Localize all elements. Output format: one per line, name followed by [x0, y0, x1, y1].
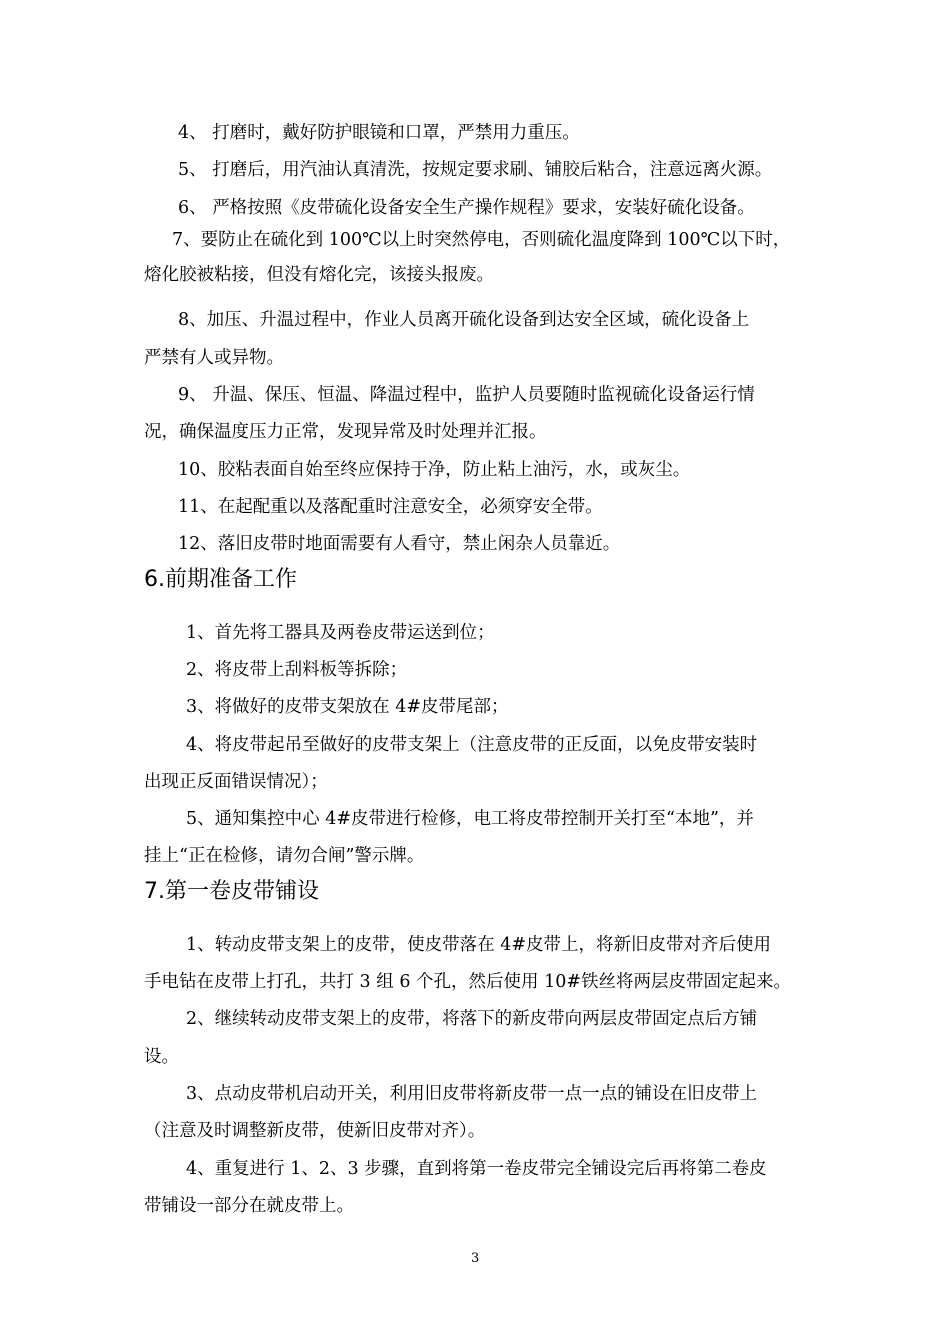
item-line: 6、 严格按照《皮带硫化设备安全生产操作规程》要求，安装好硫化设备。 — [178, 198, 755, 218]
item-line: 带铺设一部分在就皮带上。 — [144, 1196, 354, 1216]
item-line: 8、加压、升温过程中，作业人员离开硫化设备到达安全区域，硫化设备上 — [178, 310, 750, 330]
item-line: 严禁有人或异物。 — [144, 348, 284, 368]
item-line: 4、 打磨时，戴好防护眼镜和口罩，严禁用力重压。 — [178, 123, 580, 143]
item-line: 4、重复进行 1、2、3 步骤，直到将第一卷皮带完全铺设完后再将第二卷皮 — [186, 1159, 767, 1179]
section-heading: 7.第一卷皮带铺设 — [144, 879, 319, 904]
item-line: 设。 — [144, 1047, 179, 1067]
page-number: 3 — [471, 1251, 480, 1266]
item-line: 7、要防止在硫化到 100℃以上时突然停电，否则硫化温度降到 100℃以下时， — [172, 230, 791, 250]
item-line: 5、通知集控中心 4#皮带进行检修，电工将皮带控制开关打至“本地”，并 — [186, 809, 754, 829]
item-line: 3、点动皮带机启动开关，利用旧皮带将新皮带一点一点的铺设在旧皮带上 — [186, 1084, 758, 1104]
item-line: 熔化胶被粘接，但没有熔化完，该接头报废。 — [144, 265, 494, 285]
item-line: 5、 打磨后，用汽油认真清洗，按规定要求刷、铺胶后粘合，注意远离火源。 — [178, 160, 773, 180]
item-line: 2、继续转动皮带支架上的皮带，将落下的新皮带向两层皮带固定点后方铺 — [186, 1009, 758, 1029]
section-heading: 6.前期准备工作 — [144, 567, 297, 592]
item-line: 10、胶粘表面自始至终应保持于净，防止粘上油污，水，或灰尘。 — [178, 460, 691, 480]
item-line: 12、落旧皮带时地面需要有人看守，禁止闲杂人员靠近。 — [178, 534, 621, 554]
item-line: 4、将皮带起吊至做好的皮带支架上（注意皮带的正反面，以免皮带安装时 — [186, 735, 758, 755]
item-line: 11、在起配重以及落配重时注意安全，必须穿安全带。 — [178, 497, 603, 517]
item-line: 1、首先将工器具及两卷皮带运送到位； — [186, 623, 495, 643]
item-line: 1、转动皮带支架上的皮带，使皮带落在 4#皮带上，将新旧皮带对齐后使用 — [186, 935, 771, 955]
item-line: 手电钻在皮带上打孔，共打 3 组 6 个孔，然后使用 10#铁丝将两层皮带固定起来。 — [144, 972, 792, 992]
item-line: （注意及时调整新皮带，使新旧皮带对齐）。 — [144, 1121, 486, 1141]
item-line: 况，确保温度压力正常，发现异常及时处理并汇报。 — [144, 422, 547, 442]
item-line: 挂上“正在检修，请勿合闸”警示牌。 — [144, 846, 425, 866]
item-line: 9、 升温、保压、恒温、降温过程中，监护人员要随时监视硫化设备运行情 — [178, 385, 755, 405]
item-line: 2、将皮带上刮料板等拆除； — [186, 660, 408, 680]
item-line: 出现正反面错误情况）； — [144, 772, 328, 792]
item-line: 3、将做好的皮带支架放在 4#皮带尾部； — [186, 697, 509, 717]
